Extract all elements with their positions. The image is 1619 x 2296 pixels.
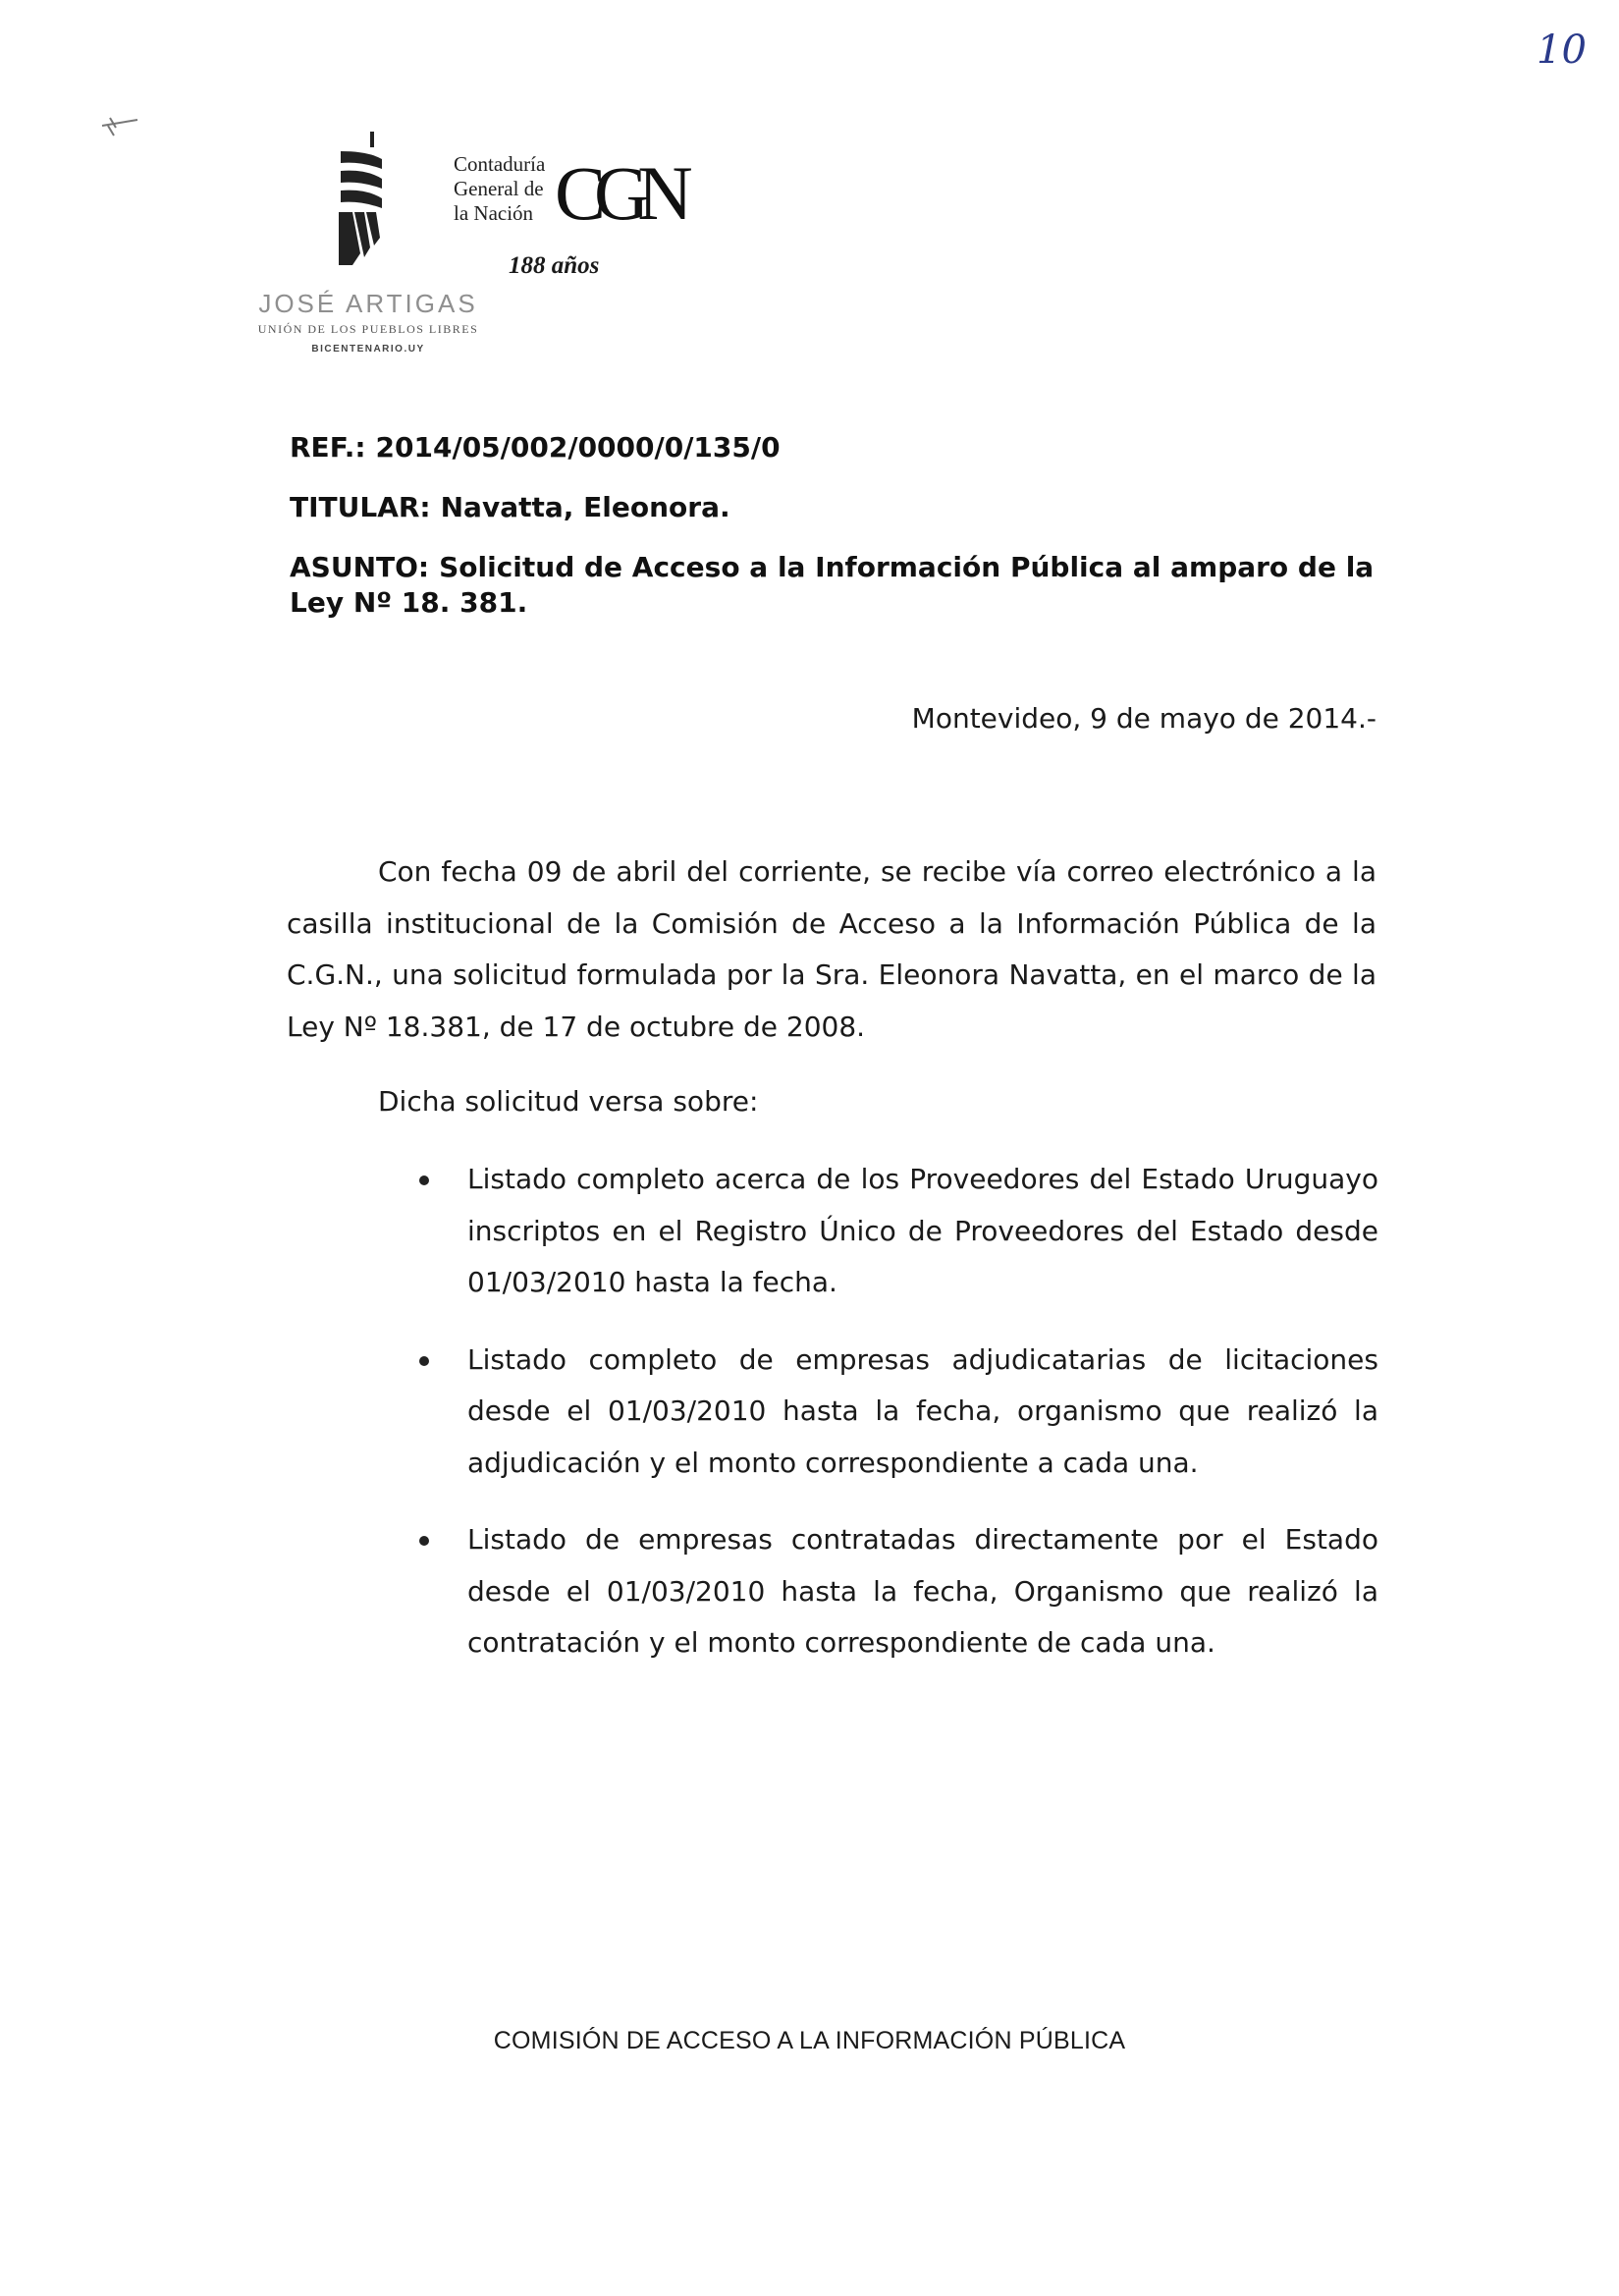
bullet-icon: [419, 1356, 429, 1366]
ref-line: [290, 430, 1379, 465]
artigas-tagline: UNIÓN DE LOS PUEBLOS LIBRES: [257, 322, 479, 336]
reference-block: [290, 430, 1379, 645]
list-item: [414, 1514, 1378, 1669]
artigas-name: JOSÉ ARTIGAS: [258, 289, 478, 318]
cgn-line-1: Contaduría: [454, 152, 546, 176]
bullet-icon: [419, 1536, 429, 1546]
artigas-emblem-icon: [331, 130, 390, 267]
list-item: [414, 1335, 1378, 1490]
request-list: [414, 1154, 1378, 1669]
ref-label: REF.:: [290, 431, 366, 464]
paragraph-request-intro: Dicha solicitud versa sobre:: [378, 1085, 759, 1118]
scan-mark-icon: [98, 106, 157, 145]
titular-line: [290, 490, 1379, 525]
ref-value: 2014/05/002/0000/0/135/0: [375, 431, 781, 464]
asunto-line: [290, 550, 1379, 621]
bullet-icon: [419, 1175, 429, 1185]
letter-body: [287, 847, 1376, 1128]
cgn-line-3: la Nación: [454, 201, 534, 225]
list-item-text: Listado completo de empresas adjudicatarias de licitaciones desde el 01/03/2010 hasta la fecha, organismo que realizó la adjudicación y el monto correspondiente a cada una.: [467, 1342, 1378, 1479]
list-item-text: Listado completo acerca de los Proveedores del Estado Uruguayo inscriptos en el Registro Único de Proveedores del Estado desde 01/03/2010 hasta la fecha.: [467, 1163, 1378, 1298]
artigas-site: BICENTENARIO.UY: [311, 344, 425, 355]
footer-office-name: COMISIÓN DE ACCESO A LA INFORMACIÓN PÚBLICA: [493, 2027, 1126, 2054]
cgn-anniversary: 188 años: [509, 252, 600, 279]
paragraph-intro: Con fecha 09 de abril del corriente, se recibe vía correo electrónico a la casilla institucional de la Comisión de Acceso a la Información Pública de la C.G.N., una solicitud formulada por la Sra. Eleonora Navatta, en el marco de la Ley Nº 18.381, de 17 de octubre de 2008.: [287, 855, 1376, 1043]
titular-value: Navatta, Eleonora.: [440, 491, 730, 523]
cgn-line-2: General de: [454, 177, 544, 200]
list-item: [414, 1154, 1378, 1309]
asunto-label: ASUNTO:: [290, 551, 430, 583]
cgn-monogram: CGN: [555, 150, 681, 236]
artigas-logo: [250, 130, 486, 365]
titular-label: TITULAR:: [290, 491, 431, 523]
list-item-text: Listado de empresas contratadas directamente por el Estado desde el 01/03/2010 hasta la fecha, Organismo que realizó la contratación y el monto correspondiente de cada una.: [467, 1523, 1378, 1659]
cgn-institution-name: [454, 152, 545, 226]
date-line: Montevideo, 9 de mayo de 2014.-: [911, 702, 1376, 735]
asunto-value: Solicitud de Acceso a la Información Pública al amparo de la Ley Nº 18. 381.: [290, 551, 1375, 619]
handwritten-page-number: 10: [1537, 27, 1587, 73]
cgn-logo: [454, 152, 679, 290]
